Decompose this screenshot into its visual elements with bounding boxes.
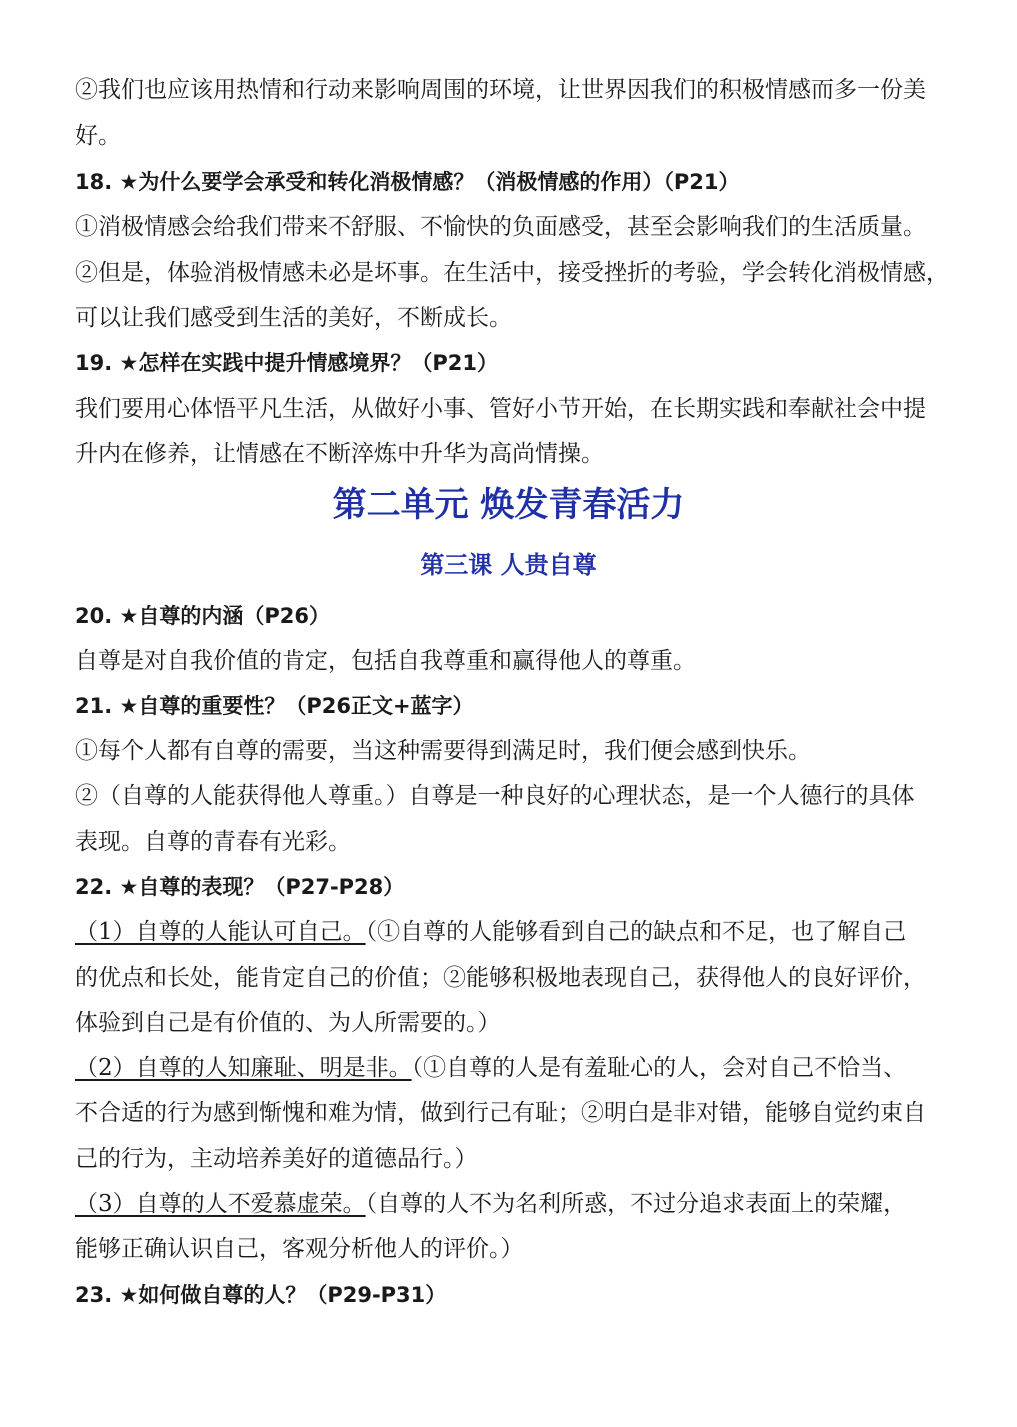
answer-line [75,1188,906,1220]
question-21: 21. ★自尊的重要性？（P26正文+蓝字） [75,694,474,718]
answer-line: 我们要用心体悟平凡生活，从做好小事、管好小节开始，在长期实践和奉献社会中提 [75,396,926,422]
answer-line: ②但是，体验消极情感未必是坏事。在生活中，接受挫折的考验，学会转化消极情感， [75,260,949,286]
question-22: 22. ★自尊的表现？（P27-P28） [75,875,405,899]
point-detail: （自尊的人不为名利所惑，不过分追求表面上的荣耀， [365,1191,907,1217]
answer-line: 自尊是对自我价值的肯定，包括自我尊重和赢得他人的尊重。 [75,648,696,674]
answer-line: 表现。自尊的青春有光彩。 [75,829,351,855]
paragraph-line: 好。 [75,123,121,149]
answer-line: 可以让我们感受到生活的美好，不断成长。 [75,305,512,331]
answer-line [75,1052,906,1084]
question-19: 19. ★怎样在实践中提升情感境界？（P21） [75,351,498,375]
question-23: 23. ★如何做自尊的人？（P29-P31） [75,1283,447,1307]
point-detail: （①自尊的人是有羞耻心的人，会对自己不恰当、 [411,1055,907,1081]
question-20: 20. ★自尊的内涵（P26） [75,604,330,628]
answer-line: 己的行为，主动培养美好的道德品行。） [75,1146,478,1172]
underlined-point: （2）自尊的人知廉耻、明是非。 [75,1055,412,1081]
underlined-point: （3）自尊的人不爱慕虚荣。 [75,1191,366,1217]
answer-line: 体验到自己是有价值的、为人所需要的。） [75,1010,501,1036]
unit-title: 第二单元 焕发青春活力 [332,485,685,525]
answer-line: 升内在修养，让情感在不断淬炼中升华为高尚情操。 [75,441,604,467]
answer-line: ①消极情感会给我们带来不舒服、不愉快的负面感受，甚至会影响我们的生活质量。 [75,214,926,240]
answer-line: 不合适的行为感到惭愧和难为情，做到行己有耻；②明白是非对错，能够自觉约束自 [75,1100,926,1126]
underlined-point: （1）自尊的人能认可自己。 [75,919,366,945]
point-detail: （①自尊的人能够看到自己的缺点和不足，也了解自己 [365,919,907,945]
answer-line [75,916,906,948]
question-18: 18. ★为什么要学会承受和转化消极情感？（消极情感的作用）（P21） [75,170,740,194]
answer-line: ①每个人都有自尊的需要，当这种需要得到满足时，我们便会感到快乐。 [75,738,811,764]
paragraph-line: ②我们也应该用热情和行动来影响周围的环境，让世界因我们的积极情感而多一份美 [75,77,926,103]
answer-line: ②（自尊的人能获得他人尊重。）自尊是一种良好的心理状态，是一个人德行的具体 [75,783,915,809]
lesson-title: 第三课 人贵自尊 [420,551,597,579]
answer-line: 能够正确认识自己，客观分析他人的评价。） [75,1236,524,1262]
answer-line: 的优点和长处，能肯定自己的价值；②能够积极地表现自己，获得他人的良好评价， [75,965,926,991]
